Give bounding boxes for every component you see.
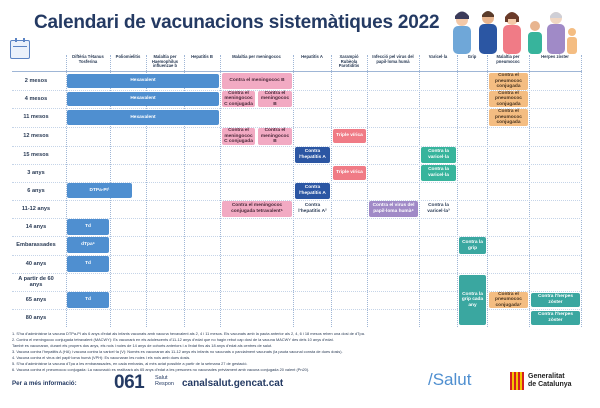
- grid-top-line: [12, 71, 582, 72]
- vaccine-menb-12m: Contra el meningococ B: [258, 128, 292, 145]
- footnote-2: 2. Contra el meningococ conjugada tetravalent (MACWY): Es vacunarà en els adolescents d'11-12 anys d'edat que no hagin rebut cap dosi de la vacuna MACWY des dels 10 anys d'edat.: [12, 337, 334, 343]
- family-illustration-icon: [440, 6, 578, 54]
- vaccine-pneumococ-65a: Contra el pneumococ conjugada⁷: [489, 292, 528, 308]
- vaccine-varicella-15m: Contra la varicel·la: [421, 147, 456, 163]
- vaccine-menb-4m: Contra el meningococ B: [258, 91, 292, 107]
- row-label: 11 mesos: [23, 114, 49, 121]
- column-divider: [220, 55, 221, 327]
- footnote-1: 1. S'ha d'administrar la vacuna DTPa-PI als 6 anys d'edat als infants vacunats amb vacuna hexavalent als 2, 4 i 11 mesos. Els vacunats amb la pauta anterior als 2, 4, 6 i 18 mesos reben una dosi de dTpa.: [12, 331, 365, 336]
- footnote-5: 5. S'ha d'administrar la vacuna dTpa a les embarassades, en cada embaràs, al més aviat possible a partir de la setmana 27 de gestació.: [12, 361, 248, 367]
- vaccine-grip-60a: Contra la grip cada any: [459, 275, 486, 325]
- vaccine-menc-12m: Contra el meningococ C conjugada: [222, 128, 255, 145]
- row-label: 4 mesos: [24, 95, 48, 102]
- col-header-polio: Poliomielitis: [115, 54, 141, 59]
- footnote-3: 3. Vacuna contra l'hepatitis A (HA) i vacuna contra la varicel·la (V): Només es vacunaran als 11-12 anys els infants no vacunats o parcialment vacunats (la pauta vacunal consta de dues dosis).: [12, 349, 343, 355]
- footnotes: [12, 331, 482, 373]
- row-label: 6 anys: [27, 187, 45, 194]
- row-divider: [12, 273, 582, 274]
- vaccine-hepa-11a: Contra l'hepatitis A²: [295, 201, 330, 217]
- row-label: 11-12 anys: [21, 205, 51, 212]
- row-divider: [12, 309, 582, 310]
- vaccine-grip-embarassades: Contra la grip: [459, 237, 486, 254]
- col-header-hepb: Hepatitis B: [191, 54, 213, 59]
- vaccine-td-40a: Td: [67, 256, 109, 272]
- salut-respon-line1: Salut: [155, 375, 168, 381]
- vaccine-pneumococ-4m: Contra el pneumococ conjugada: [489, 91, 528, 107]
- vaccine-hexavalent-2m: Hexavalent: [67, 74, 219, 88]
- vaccine-pneumococ-11m: Contra el pneumococ conjugada: [489, 109, 528, 126]
- col-header-hib: Malaltia per Haemophilus influenzae b: [151, 54, 179, 69]
- vaccine-menb-2m: Contra el meningococ B: [222, 73, 292, 89]
- vaccine-dtpa-embarassades: dTpa⁶: [67, 237, 109, 253]
- vaccine-hexavalent-4m: Hexavalent: [67, 92, 219, 106]
- col-header-hepa: Hepatitis A: [301, 54, 323, 59]
- salut-respon-line2: Respon: [155, 381, 174, 388]
- col-header-xrp: Xarampió Rubèola Parotiditis: [338, 54, 360, 69]
- row-label: 12 mesos: [23, 133, 49, 140]
- column-divider: [293, 55, 294, 327]
- row-label: A partir de 60 anys: [18, 275, 54, 288]
- row-label: Embarassades: [16, 242, 56, 249]
- column-divider: [581, 55, 582, 327]
- generalitat-flag-icon: [510, 372, 524, 390]
- row-label: 65 anys: [25, 296, 47, 303]
- generalitat-logo: [528, 373, 572, 389]
- column-divider: [367, 55, 368, 327]
- vaccine-vph-11a: Contra el virus del papil·loma humà⁴: [369, 201, 418, 217]
- row-label: 80 anys: [25, 314, 47, 321]
- vaccine-herpes-zoster-80a: Contra l'herpes zòster: [531, 311, 580, 325]
- col-header-herpes: Herpes zòster: [541, 54, 569, 59]
- salut-brand-logo: /Salut: [428, 370, 472, 389]
- vaccine-varicella-11a: Contra la varicel·la³: [421, 201, 456, 217]
- vaccine-hepa-15m: Contra l'hepatitis A: [295, 147, 330, 163]
- footnote-4: 4. Vacuna contra el virus del papil·loma humà (VPH): Es vacunaran les noies i els nois amb dues dosis.: [12, 355, 191, 361]
- column-divider: [487, 55, 488, 327]
- col-header-vph: Infecció pel virus del papil·loma humà: [372, 54, 414, 64]
- col-header-dtp: Diftèria Tètanus Tosferina: [72, 54, 104, 64]
- row-divider: [12, 127, 582, 128]
- vaccine-triple-virica-3a: Triple vírica: [333, 166, 366, 180]
- row-label: 3 anys: [27, 169, 45, 176]
- col-header-meningococ: Malaltia per meningococ: [232, 54, 281, 59]
- col-header-pneumococ: Malaltia per pneumococ: [496, 54, 520, 64]
- vaccine-varicella-3a: Contra la varicel·la: [421, 165, 456, 181]
- website-link[interactable]: canalsalut.gencat.cat: [182, 378, 284, 389]
- vaccine-menacwy-11a: Contra el meningococ conjugada tetravalent⁵: [222, 201, 292, 217]
- row-divider: [12, 164, 582, 165]
- column-divider: [331, 55, 332, 327]
- vaccine-td-14a: Td: [67, 219, 109, 235]
- generalitat-line1: Generalitat: [528, 373, 565, 380]
- vaccine-pneumococ-2m: Contra el pneumococ conjugada: [489, 73, 528, 90]
- col-header-grip: Grip: [467, 54, 477, 59]
- phone-number: 061: [114, 372, 145, 393]
- column-divider: [529, 55, 530, 327]
- column-divider: [419, 55, 420, 327]
- vaccine-hepa-6a: Contra l'hepatitis A: [295, 183, 330, 199]
- row-label: 14 anys: [25, 223, 47, 230]
- row-label: 2 mesos: [24, 77, 48, 84]
- vaccine-dtpa-pi-6a: DTPa-PI¹: [67, 183, 132, 198]
- generalitat-line2: de Catalunya: [528, 381, 572, 389]
- vaccine-menc-4m: Contra el meningococ C conjugada: [222, 91, 255, 107]
- column-divider: [457, 55, 458, 327]
- more-info-label: Per a més informació:: [12, 380, 77, 387]
- vaccine-hexavalent-11m: Hexavalent: [67, 110, 219, 125]
- vaccine-herpes-zoster-65a: Contra l'herpes zòster: [531, 293, 580, 307]
- footnote-2b: També es vacunaran, durant els propers dos anys, els nois i noies de 14 anys de cohorts anteriors i a l'edat fins als 18 anys d'edat als centres de salut.: [12, 343, 273, 349]
- page-title: Calendari de vacunacions sistemàtiques 2022: [34, 12, 440, 33]
- footnote-6: 6. Vacuna contra el pneumococ conjugada: La vacunació es realitzarà als 65 anys d'edat a les persones no vacunades prèviament amb vacuna conjugada 20 valent (Pn20).: [12, 367, 310, 373]
- salut-respon-logo: [155, 375, 174, 387]
- calendar-icon: [10, 40, 30, 59]
- col-header-varicella: Varicel·la: [428, 54, 448, 59]
- vaccine-triple-virica-12m: Triple vírica: [333, 129, 366, 143]
- row-label: 15 mesos: [23, 151, 49, 158]
- vaccine-td-65a: Td: [67, 292, 109, 308]
- row-label: 40 anys: [25, 260, 47, 267]
